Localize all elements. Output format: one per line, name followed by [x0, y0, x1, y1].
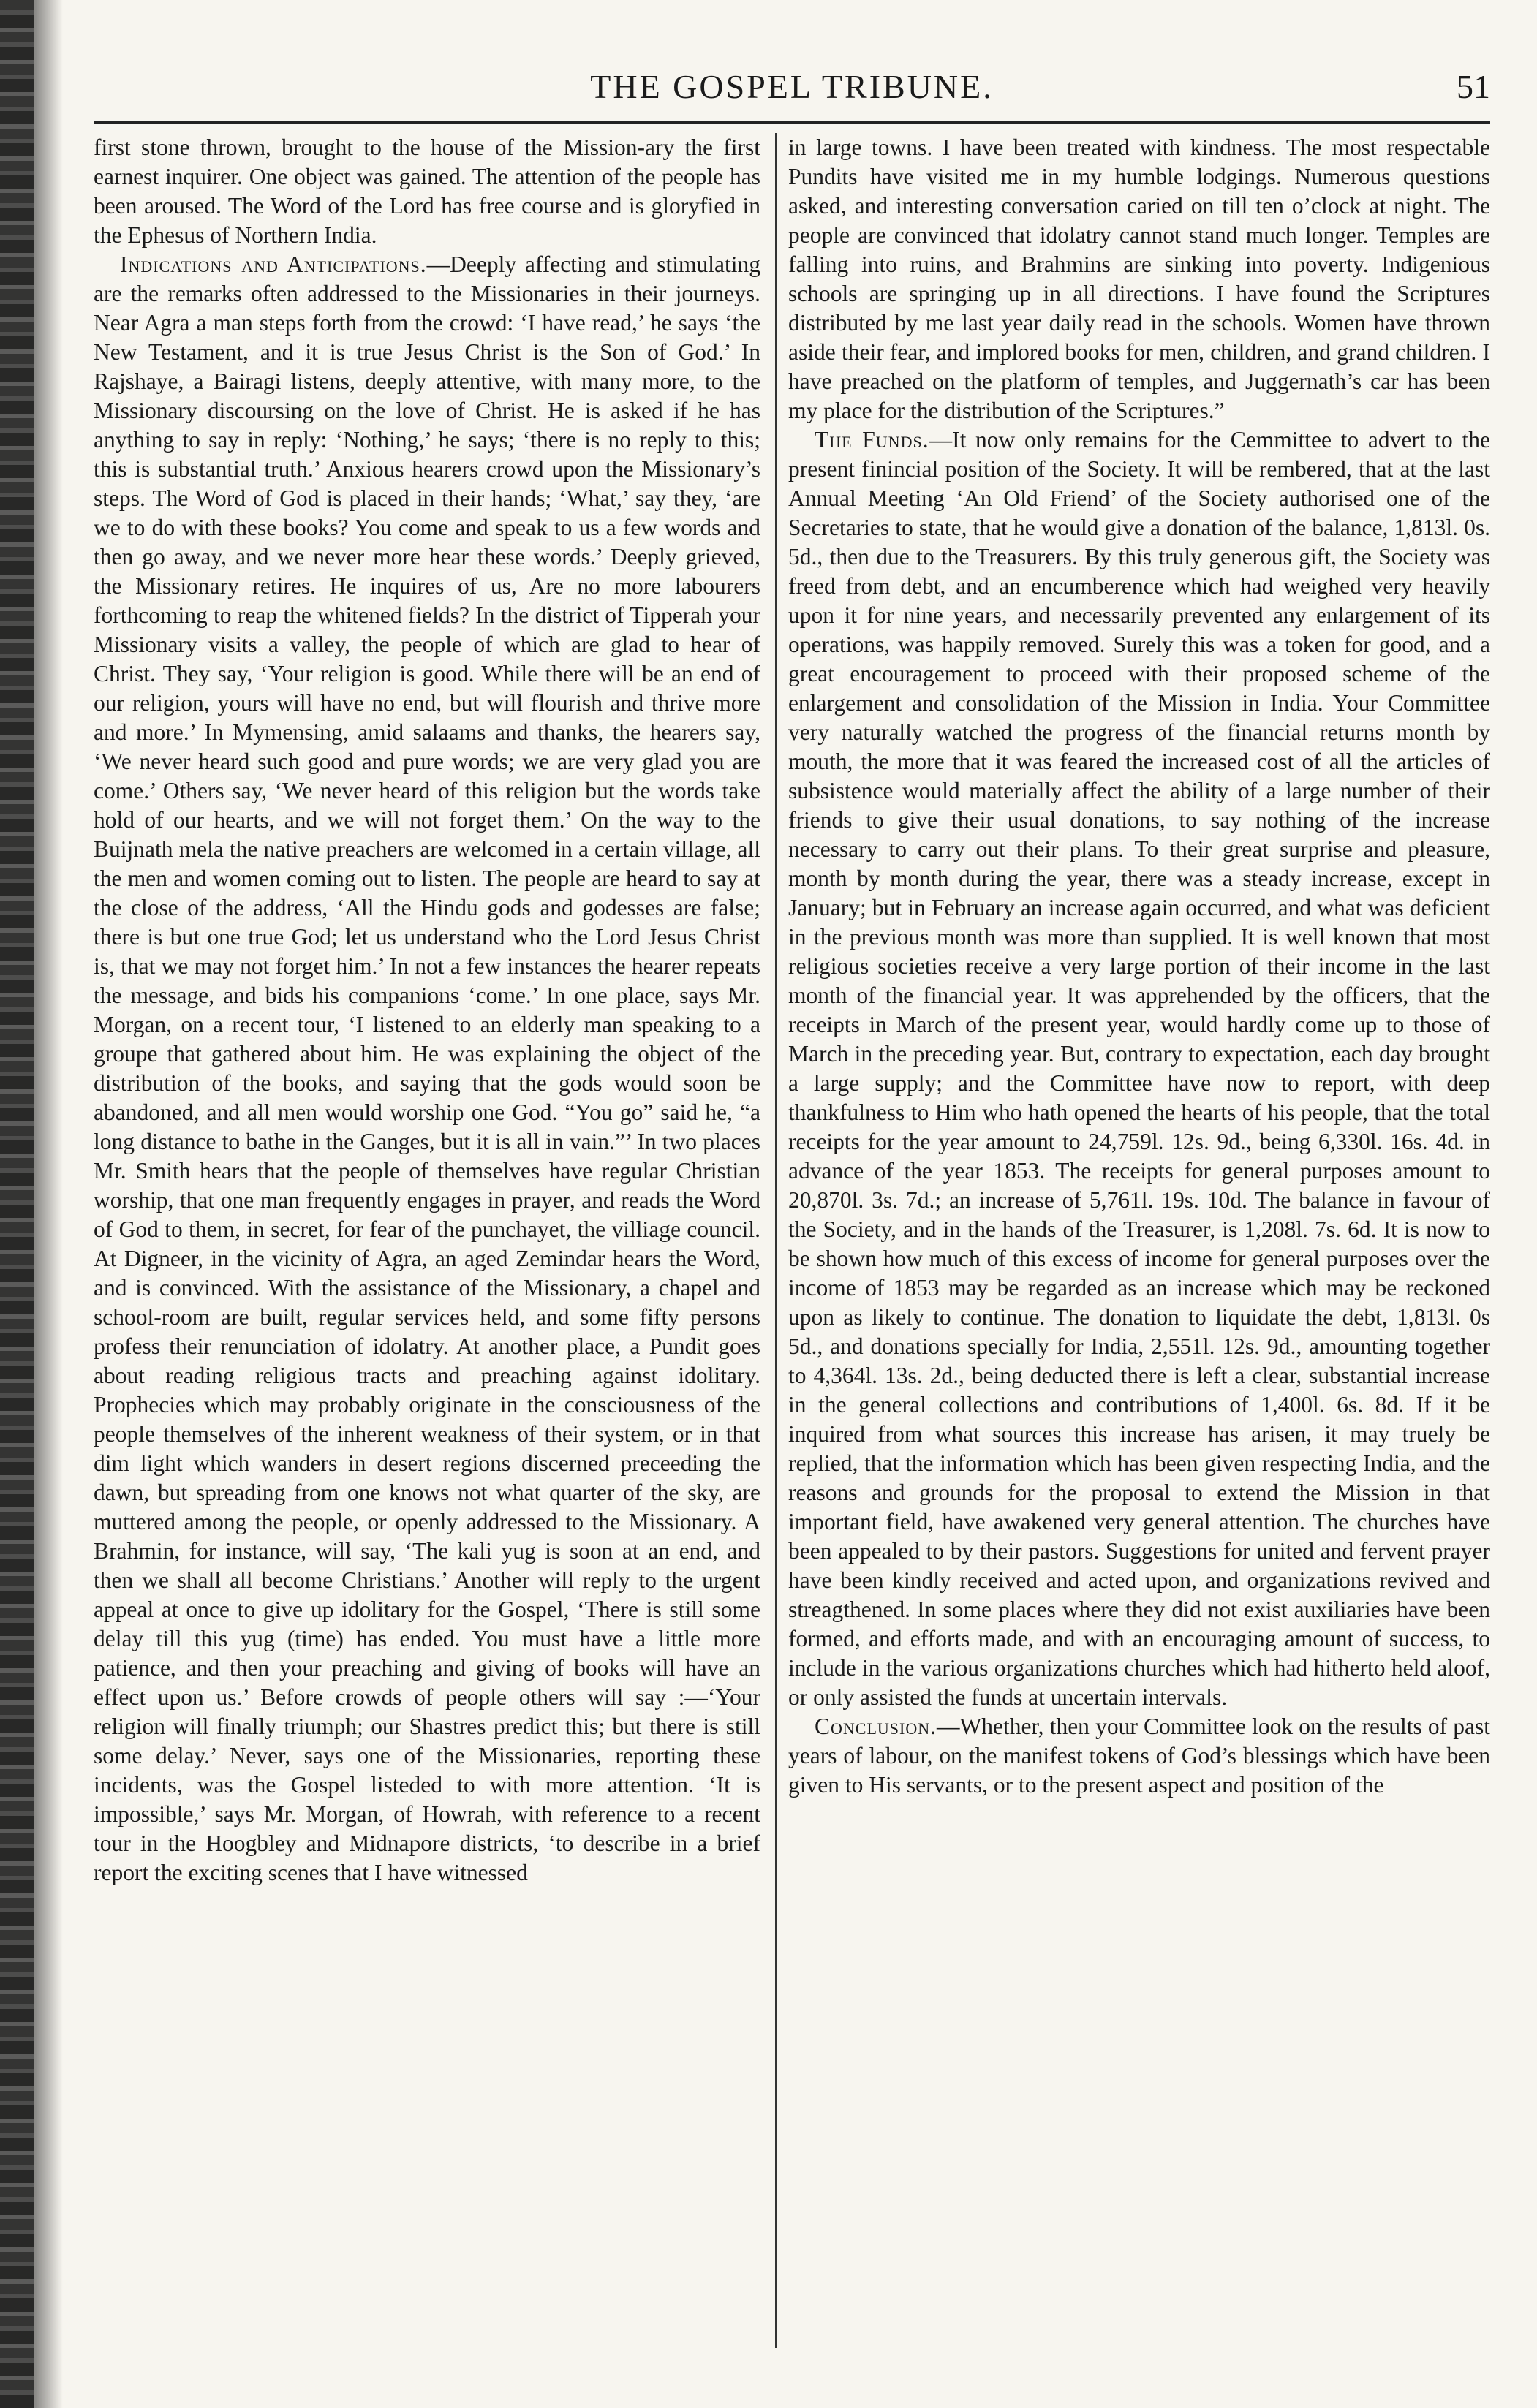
right-column [788, 133, 1490, 2370]
paragraph: first stone thrown, brought to the house of the Mission-ary the first earnest inquirer. One object was gained. The attention of the people has been aroused. The Word of the Lord has free course and is gloryfied in the Ephesus of Northern India. [94, 135, 760, 248]
binding-shadow [34, 0, 63, 2408]
column-rule [775, 133, 777, 2348]
paragraph-body: —It now only remains for the Cemmittee to advert to the present finincial position of the Society. It will be rembered, that at the last Annual Meeting ‘An Old Friend’ of the Society authorised one of the Secretaries to state, that he would give a donation of the balance, 1,813l. 0s. 5d., then due to the Treasurers. By this truly generous gift, the Society was freed from debt, and an encumberence which had weighed very heavily upon it for nine years, and necessarily prevented any enlargement of its operations, was happily removed. Surely this was a token for good, and a great encouragement to proceed with their proposed scheme of the enlargement and consolidation of the Mission in India. Your Committee very naturally watched the progress of the financial returns month by mouth, the more that it was feared the increased cost of all the articles of subsistence would materially affect the ability of a large number of their friends to give their usual donations, to say nothing of the increase necessary to carry out their plans. To their great surprise and pleasure, month by month during the year, there was a steady increase, except in January; but in February an increase again occurred, and what was deficient in the previous month was more than supplied. It is well known that most religious societies receive a very large portion of their income in the last month of the financial year. It was apprehended by the officers, that the receipts in March of the present year, would hardly come up to those of March in the preceding year. But, contrary to expectation, each day brought a large supply; and the Committee have now to report, with deep thankfulness to Him who hath opened the hearts of his people, that the total receipts for the year amount to 24,759l. 12s. 9d., being 6,330l. 16s. 4d. in advance of the year 1853. The receipts for general purposes amount to 20,870l. 3s. 7d.; an increase of 5,761l. 19s. 10d. The balance in favour of the Society, and in the hands of the Treasurer, is 1,208l. 7s. 6d. It is now to be shown how much of this excess of income for general purposes over the income of 1853 may be regarded as an increase which may be reckoned upon as likely to continue. The donation to liquidate the debt, 1,813l. 0s 5d., and donations specially for India, 2,551l. 12s. 9d., amounting together to 4,364l. 13s. 2d., being deducted there is left a clear, substantial increase in the general collections and contributions of 1,400l. 6s. 8d. If it be inquired from what sources this increase has arisen, it may truely be replied, that the information which has been given respecting India, and the reasons and grounds for the proposal to extend the Mission in that important field, have awakened very general attention. The churches have been appealed to by their pastors. Suggestions for united and fervent prayer have been kindly received and acted upon, and organizations revived and streagthened. In some places where they did not exist auxiliaries have been formed, and efforts made, and with an encouraging amount of success, to include in the various organizations churches which had hitherto held aloof, or only assisted the funds at uncertain intervals. [788, 427, 1490, 1710]
page-number: 51 [1457, 68, 1490, 105]
paragraph-body: —Deeply affecting and stimulating are the remarks often addressed to the Missionaries in their journeys. Near Agra a man steps forth from the crowd: ‘I have read,’ he says ‘the New Testament, and it is true Jesus Christ is the Son of God.’ In Rajshaye, a Bairagi listens, deeply attentive, with many more, to the Missionary discoursing on the love of Christ. He is asked if he has anything to say in reply: ‘Nothing,’ he says; ‘there is no reply to this; this is substantial truth.’ Anxious hearers crowd upon the Missionary’s steps. The Word of God is placed in their hands; ‘What,’ say they, ‘are we to do with these books? You come and speak to us a few words and then go away, and we never more hear these words.’ Deeply grieved, the Missionary retires. He inquires of us, Are no more labourers forthcoming to reap the whitened fields? In the district of Tipperah your Missionary visits a valley, the people of which are glad to hear of Christ. They say, ‘Your religion is good. While there will be an end of our religion, yours will have no end, but will flourish and thrive more and more.’ In Mymensing, amid salaams and thanks, the hearers say, ‘We never heard such good and pure words; we are very glad you are come.’ Others say, ‘We never heard of this religion but the words take hold of our hearts, and we will not forget them.’ On the way to the Buijnath mela the native preachers are welcomed in a certain village, all the men and women coming out to listen. The people are heard to say at the close of the address, ‘All the Hindu gods and godesses are false; there is but one true God; let us understand who the Lord Jesus Christ is, that we may not forget him.’ In not a few instances the hearer repeats the message, and bids his companions ‘come.’ In one place, says Mr. Morgan, on a recent tour, ‘I listened to an elderly man speaking to a groupe that gathered about him. He was explaining the object of the distribution of the books, and saying that the gods would soon be abandoned, and all men would worship one God. “You go” said he, “a long distance to bathe in the Ganges, but it is all in vain.”’ In two places Mr. Smith hears that the people of themselves have regular Christian worship, that one man frequently engages in prayer, and reads the Word of God to them, in secret, for fear of the punchayet, the villiage council. At Digneer, in the vicinity of Agra, an aged Zemindar hears the Word, and is convinced. With the assistance of the Missionary, a chapel and school-room are built, regular services held, and some fifty persons profess their renunciation of idolatry. At another place, a Pundit goes about reading religious tracts and preaching against idolitary. Prophecies which may probably originate in the consciousness of the people themselves of the inherent weakness of their system, or in that dim light which wanders in desert regions discerned preceeding the dawn, but spreading from one knows not what quarter of the sky, are muttered among the people, or openly addressed to the Missionary. A Brahmin, for instance, will say, ‘The kali yug is soon at an end, and then we shall all become Christians.’ Another will reply to the urgent appeal at once to give up idolitary for the Gospel, ‘There is still some delay till this yug (time) has ended. You must have a little more patience, and then your preaching and giving of books will have an effect upon us.’ Before crowds of people others will say :—‘Your religion will finally triumph; our Shastres predict this; but there is still some delay.’ Never, says one of the Missionaries, reporting these incidents, was the Gospel listeded to with more attention. ‘It is impossible,’ says Mr. Morgan, of Howrah, with reference to a recent tour in the Hoogbley and Midnapore districts, ‘to describe in a brief report the exciting scenes that I have witnessed [94, 251, 760, 1885]
section-heading: The Funds. [815, 427, 929, 453]
paragraph: in large towns. I have been treated with kindness. The most respectable Pundits have visited me in my humble lodgings. Numerous questions asked, and interesting conversation caried on till ten o’clock at night. The people are convinced that idolatry cannot stand much longer. Temples are falling into ruins, and Brahmins are sinking into poverty. Indigenious schools are springing up in all directions. I have found the Scriptures distributed by me last year daily read in the schools. Women have thrown aside their fear, and implored books for men, children, and grand children. I have preached on the platform of temples, and Juggernath’s car has been my place for the distribution of the Scriptures.” [788, 135, 1490, 423]
section-heading: Indications and Anticipations. [120, 251, 427, 277]
page-binding-edge [0, 0, 34, 2408]
running-title: THE GOSPEL TRIBUNE. [590, 68, 994, 105]
paragraph [788, 425, 1490, 1712]
header-rule [94, 121, 1490, 124]
paragraph [94, 250, 760, 1888]
section-heading: Conclusion. [815, 1714, 937, 1739]
page-header [94, 67, 1490, 118]
paragraph-body: —Whether, then your Committee look on the results of past years of labour, on the manifest tokens of God’s blessings which have been given to His servants, or to the present aspect and position of the [788, 1714, 1490, 1798]
paragraph [788, 1712, 1490, 1800]
left-column [94, 133, 760, 2370]
